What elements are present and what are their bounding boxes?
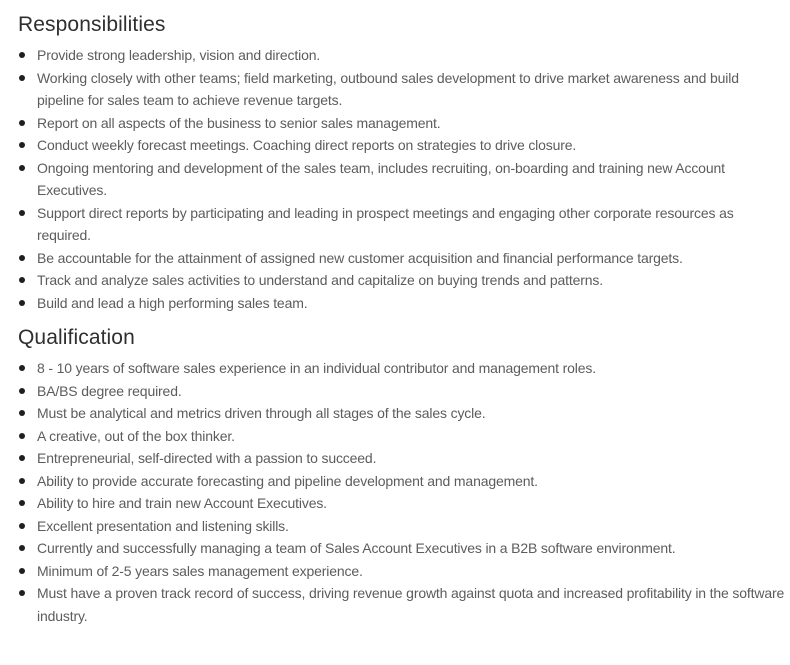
list-item-text: Be accountable for the attainment of assigned new customer acquisition and financial performance targets.	[37, 249, 683, 266]
bullet-icon	[19, 500, 25, 506]
list-item-text: Conduct weekly forecast meetings. Coaching direct reports on strategies to drive closure.	[37, 137, 577, 153]
bullet-icon	[19, 388, 25, 394]
list-item	[18, 67, 788, 112]
bullet-icon	[19, 142, 25, 148]
list-item-text: Support direct reports by participating and leading in prospect meetings and engaging other corporate resources as required.	[37, 204, 734, 243]
list-item	[18, 134, 788, 157]
qualification-list	[18, 357, 788, 627]
list-item-text: Track and analyze sales activities to understand and capitalize on buying trends and patterns.	[37, 272, 603, 288]
list-item-text: Provide strong leadership, vision and direction.	[37, 47, 321, 63]
bullet-icon	[19, 365, 25, 371]
list-item-text: Ongoing mentoring and development of the sales team, includes recruiting, on-boarding and training new Account Executives.	[37, 159, 725, 198]
list-item	[18, 202, 788, 247]
bullet-icon	[19, 165, 25, 171]
list-item	[18, 157, 788, 202]
list-item-text: A creative, out of the box thinker.	[37, 427, 235, 444]
list-item	[18, 515, 788, 538]
bullet-icon	[19, 478, 25, 484]
list-item-text: Ability to provide accurate forecasting and pipeline development and management.	[37, 472, 538, 489]
bullet-icon	[19, 410, 25, 416]
bullet-icon	[19, 455, 25, 461]
list-item	[18, 492, 788, 515]
bullet-icon	[19, 75, 25, 81]
list-item	[18, 44, 788, 67]
bullet-icon	[19, 255, 25, 261]
list-item	[18, 560, 788, 583]
list-item-text: Excellent presentation and listening skills.	[37, 517, 289, 534]
list-item-text: 8 - 10 years of software sales experience in an individual contributor and management roles.	[37, 360, 596, 376]
list-item	[18, 292, 788, 315]
list-item-text: Must have a proven track record of success, driving revenue growth against quota and increased profitability in the software industry.	[37, 585, 785, 624]
list-item	[18, 582, 788, 627]
list-item-text: Working closely with other teams; field marketing, outbound sales development to drive market awareness and build pipeline for sales team to achieve revenue targets.	[37, 69, 739, 108]
list-item-text: Currently and successfully managing a team of Sales Account Executives in a B2B software environment.	[37, 540, 676, 556]
responsibilities-list	[18, 44, 788, 314]
list-item	[18, 380, 788, 403]
list-item	[18, 537, 788, 560]
bullet-icon	[19, 277, 25, 283]
bullet-icon	[19, 590, 25, 596]
bullet-icon	[19, 523, 25, 529]
list-item	[18, 357, 788, 380]
bullet-icon	[19, 568, 25, 574]
list-item-text: Must be analytical and metrics driven through all stages of the sales cycle.	[37, 405, 486, 421]
bullet-icon	[19, 433, 25, 439]
job-description	[18, 12, 788, 627]
list-item-text: Ability to hire and train new Account Executives.	[37, 495, 327, 511]
bullet-icon	[19, 210, 25, 216]
list-item-text: Entrepreneurial, self-directed with a passion to succeed.	[37, 450, 377, 466]
bullet-icon	[19, 300, 25, 306]
list-item	[18, 247, 788, 270]
list-item	[18, 425, 788, 448]
bullet-icon	[19, 120, 25, 126]
list-item-text: Build and lead a high performing sales team.	[37, 294, 308, 311]
list-item	[18, 447, 788, 470]
bullet-icon	[19, 545, 25, 551]
list-item-text: BA/BS degree required.	[37, 382, 182, 399]
list-item	[18, 402, 788, 425]
list-item	[18, 112, 788, 135]
qualification-heading: Qualification	[18, 326, 135, 349]
list-item	[18, 470, 788, 493]
list-item-text: Minimum of 2-5 years sales management experience.	[37, 562, 363, 579]
bullet-icon	[19, 52, 25, 58]
list-item	[18, 269, 788, 292]
list-item-text: Report on all aspects of the business to senior sales management.	[37, 114, 441, 131]
responsibilities-heading: Responsibilities	[18, 13, 166, 36]
